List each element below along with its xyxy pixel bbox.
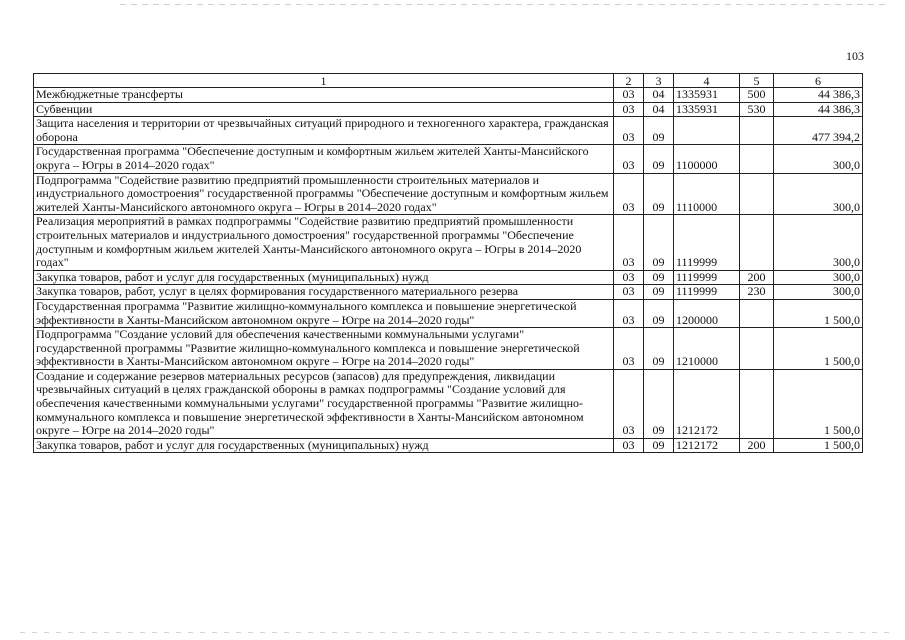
- row-expense-type-cell: 230: [740, 285, 774, 300]
- budget-table: [33, 73, 863, 453]
- table-row: [34, 369, 863, 438]
- row-name-cell: Подпрограмма "Создание условий для обеспечения качественными коммунальными услугами" государственной программы "Развитие жилищно-коммунального комплекса и повышение энергетической эффективности в Ханты-Мансийском автономном округе – Югре на 2014–2020 годы": [34, 328, 614, 370]
- table-row: [34, 117, 863, 145]
- row-expense-type-cell: [740, 215, 774, 270]
- table-header-row: [34, 74, 863, 88]
- table-row: [34, 173, 863, 215]
- row-name-cell: Подпрограмма "Содействие развитию предприятий промышленности строительных материалов и индустриального домостроения" государственной программы "Обеспечение доступным и комфортным жильем жителей Ханты-Мансийского автономного округа – Югры в 2014–2020 годах": [34, 173, 614, 215]
- table-row: [34, 145, 863, 173]
- header-cell-1: 1: [34, 74, 614, 88]
- table-row: [34, 299, 863, 327]
- row-amount-cell: 44 386,3: [774, 102, 863, 117]
- row-subsection-cell: 09: [644, 215, 674, 270]
- row-target-article-cell: 1212172: [674, 438, 740, 453]
- table-row: [34, 328, 863, 370]
- row-target-article-cell: [674, 117, 740, 145]
- row-name-cell: Реализация мероприятий в рамках подпрограммы "Содействие развитию предприятий промышленности строительных материалов и индустриального домостроения" государственной программы "Обеспечение доступным и комфортным жильем жителей Ханты-Мансийского автономного округа – Югры в 2014–2020 годах": [34, 215, 614, 270]
- row-section-cell: 03: [614, 145, 644, 173]
- row-target-article-cell: 1110000: [674, 173, 740, 215]
- row-expense-type-cell: [740, 117, 774, 145]
- header-cell-5: 5: [740, 74, 774, 88]
- row-target-article-cell: 1119999: [674, 270, 740, 285]
- row-expense-type-cell: [740, 299, 774, 327]
- table-row: [34, 88, 863, 103]
- row-section-cell: 03: [614, 328, 644, 370]
- row-target-article-cell: 1335931: [674, 88, 740, 103]
- row-amount-cell: 477 394,2: [774, 117, 863, 145]
- row-section-cell: 03: [614, 299, 644, 327]
- row-subsection-cell: 09: [644, 285, 674, 300]
- row-name-cell: Закупка товаров, работ, услуг в целях формирования государственного материального резерва: [34, 285, 614, 300]
- row-name-cell: Субвенции: [34, 102, 614, 117]
- row-name-cell: Создание и содержание резервов материальных ресурсов (запасов) для предупреждения, ликвидации чрезвычайных ситуаций в целях гражданской обороны в рамках подпрограммы "Создание условий для обеспечения качественными коммунальными услугами" государственной программы "Развитие жилищно-коммунального комплекса и повышение энергетической эффективности в Ханты-Мансийском автономном округе – Югре на 2014–2020 годы": [34, 369, 614, 438]
- row-expense-type-cell: 500: [740, 88, 774, 103]
- header-cell-6: 6: [774, 74, 863, 88]
- page-number: 103: [846, 49, 864, 63]
- table-row: [34, 102, 863, 117]
- scan-artifact-top: [120, 4, 890, 5]
- row-expense-type-cell: 200: [740, 438, 774, 453]
- row-amount-cell: 1 500,0: [774, 438, 863, 453]
- table-body: [34, 74, 863, 453]
- row-subsection-cell: 04: [644, 102, 674, 117]
- row-subsection-cell: 09: [644, 438, 674, 453]
- row-name-cell: Государственная программа "Развитие жилищно-коммунального комплекса и повышение энергетической эффективности в Ханты-Мансийском автономном округе – Югре на 2014–2020 годы": [34, 299, 614, 327]
- row-name-cell: Защита населения и территории от чрезвычайных ситуаций природного и техногенного характера, гражданская оборона: [34, 117, 614, 145]
- row-target-article-cell: 1335931: [674, 102, 740, 117]
- row-amount-cell: 1 500,0: [774, 328, 863, 370]
- row-target-article-cell: 1200000: [674, 299, 740, 327]
- scan-artifact-bottom: [20, 632, 890, 633]
- header-cell-2: 2: [614, 74, 644, 88]
- row-name-cell: Закупка товаров, работ и услуг для государственных (муниципальных) нужд: [34, 270, 614, 285]
- row-target-article-cell: 1100000: [674, 145, 740, 173]
- header-cell-3: 3: [644, 74, 674, 88]
- row-section-cell: 03: [614, 173, 644, 215]
- row-subsection-cell: 09: [644, 145, 674, 173]
- table-row: [34, 285, 863, 300]
- table-row: [34, 215, 863, 270]
- row-amount-cell: 300,0: [774, 285, 863, 300]
- row-amount-cell: 300,0: [774, 145, 863, 173]
- row-name-cell: Закупка товаров, работ и услуг для государственных (муниципальных) нужд: [34, 438, 614, 453]
- header-cell-4: 4: [674, 74, 740, 88]
- row-section-cell: 03: [614, 102, 644, 117]
- row-name-cell: Государственная программа "Обеспечение доступным и комфортным жильем жителей Ханты-Мансийского округа – Югры в 2014–2020 годах": [34, 145, 614, 173]
- row-section-cell: 03: [614, 285, 644, 300]
- row-section-cell: 03: [614, 438, 644, 453]
- row-subsection-cell: 09: [644, 173, 674, 215]
- row-section-cell: 03: [614, 88, 644, 103]
- row-expense-type-cell: 200: [740, 270, 774, 285]
- row-section-cell: 03: [614, 117, 644, 145]
- row-expense-type-cell: 530: [740, 102, 774, 117]
- row-expense-type-cell: [740, 173, 774, 215]
- row-section-cell: 03: [614, 215, 644, 270]
- row-target-article-cell: 1210000: [674, 328, 740, 370]
- row-amount-cell: 44 386,3: [774, 88, 863, 103]
- row-name-cell: Межбюджетные трансферты: [34, 88, 614, 103]
- row-section-cell: 03: [614, 369, 644, 438]
- row-subsection-cell: 09: [644, 299, 674, 327]
- row-amount-cell: 1 500,0: [774, 299, 863, 327]
- row-subsection-cell: 09: [644, 369, 674, 438]
- row-subsection-cell: 04: [644, 88, 674, 103]
- row-amount-cell: 300,0: [774, 215, 863, 270]
- row-subsection-cell: 09: [644, 270, 674, 285]
- row-section-cell: 03: [614, 270, 644, 285]
- row-target-article-cell: 1212172: [674, 369, 740, 438]
- row-amount-cell: 300,0: [774, 270, 863, 285]
- row-subsection-cell: 09: [644, 328, 674, 370]
- row-subsection-cell: 09: [644, 117, 674, 145]
- row-expense-type-cell: [740, 369, 774, 438]
- row-amount-cell: 1 500,0: [774, 369, 863, 438]
- row-amount-cell: 300,0: [774, 173, 863, 215]
- row-expense-type-cell: [740, 328, 774, 370]
- row-target-article-cell: 1119999: [674, 215, 740, 270]
- row-target-article-cell: 1119999: [674, 285, 740, 300]
- table-row: [34, 438, 863, 453]
- table-row: [34, 270, 863, 285]
- row-expense-type-cell: [740, 145, 774, 173]
